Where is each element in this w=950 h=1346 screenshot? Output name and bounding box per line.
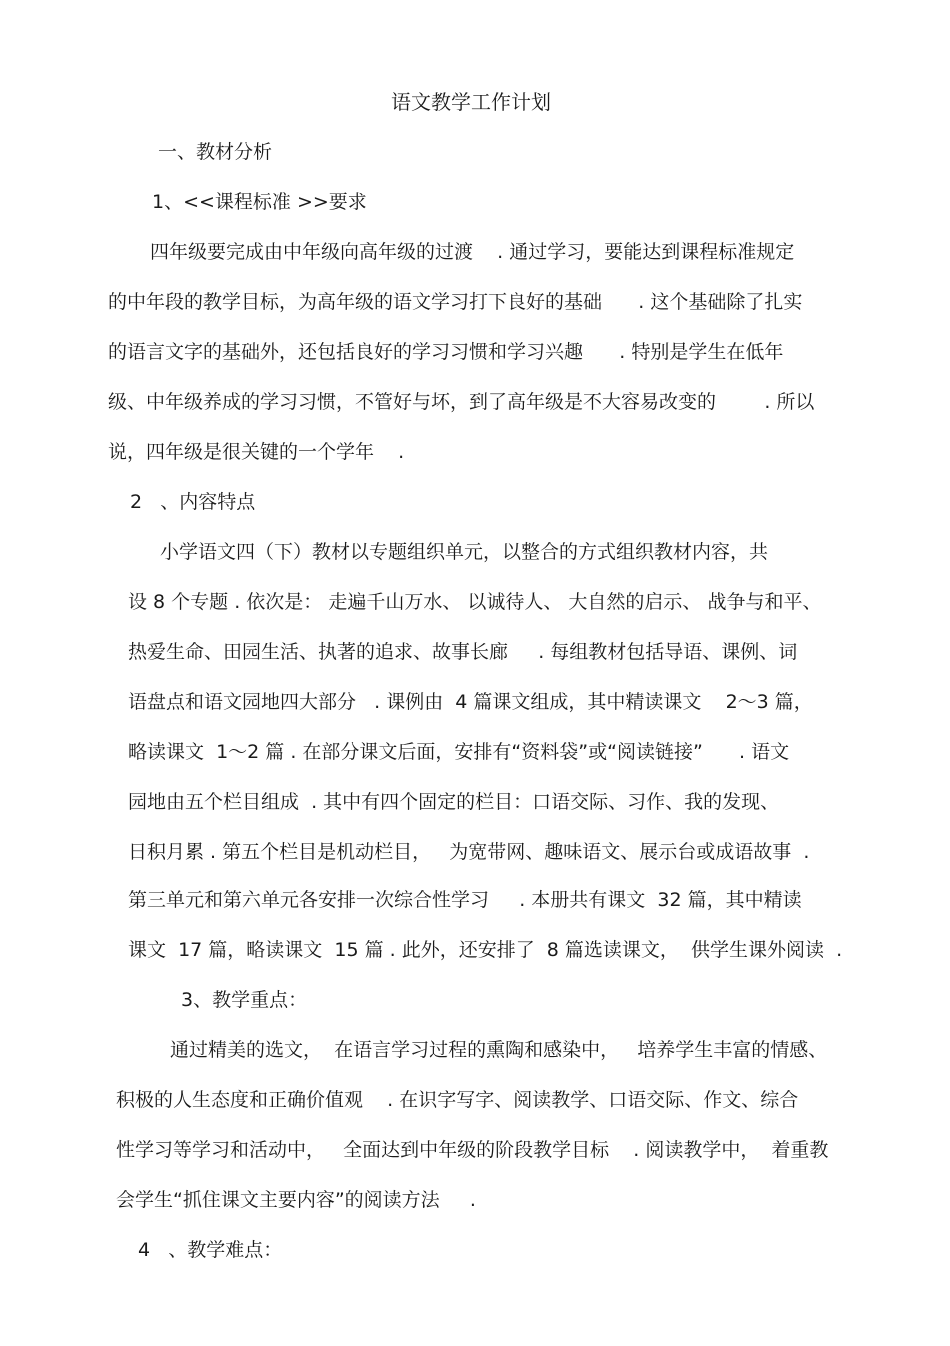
paragraph-line: 略读课文 1～2 篇 . 在部分课文后面，安排有“资料袋”或“阅读链接” . 语文 (128, 741, 790, 763)
subheading-teaching-focus: 3、教学重点： (181, 989, 308, 1011)
subheading-teaching-difficulty: 4 、教学难点： (138, 1239, 283, 1261)
paragraph-line: 的中年段的教学目标，为高年级的语文学习打下良好的基础 . 这个基础除了扎实 (108, 291, 803, 313)
subheading-content-features: 2 、内容特点 (130, 491, 256, 513)
paragraph-line: 园地由五个栏目组成 . 其中有四个固定的栏目：口语交际、习作、我的发现、 (128, 791, 780, 813)
paragraph-line: 热爱生命、田园生活、执著的追求、故事长廊 . 每组教材包括导语、课例、词 (128, 641, 798, 663)
section-heading-textbook-analysis: 一、教材分析 (158, 141, 273, 163)
paragraph-line: 性学习等学习和活动中， 全面达到中年级的阶段教学目标 . 阅读教学中， 着重教 (116, 1139, 829, 1161)
paragraph-line: 会学生“抓住课文主要内容”的阅读方法 . (116, 1189, 476, 1211)
paragraph-line: 的语言文字的基础外，还包括良好的学习习惯和学习兴趣 . 特别是学生在低年 (108, 341, 784, 363)
paragraph-line: 小学语文四（下）教材以专题组织单元，以整合的方式组织教材内容，共 (160, 541, 769, 563)
paragraph-line: 课文 17 篇，略读课文 15 篇 . 此外，还安排了 8 篇选读课文， 供学生课外阅读 . (128, 939, 843, 961)
paragraph-line: 语盘点和语文园地四大部分 . 课例由 4 篇课文组成，其中精读课文 2～3 篇， (128, 691, 813, 713)
paragraph-line: 级、中年级养成的学习习惯，不管好与坏，到了高年级是不大容易改变的 . 所以 (108, 391, 815, 413)
paragraph-line: 第三单元和第六单元各安排一次综合性学习 . 本册共有课文 32 篇，其中精读 (128, 889, 802, 911)
paragraph-line: 设 8 个专题 . 依次是： 走遍千山万水、 以诚待人、 大自然的启示、 战争与和平、 (128, 591, 822, 613)
paragraph-line: 通过精美的选文， 在语言学习过程的熏陶和感染中， 培养学生丰富的情感、 (170, 1039, 828, 1061)
document-title: 语文教学工作计划 (391, 90, 551, 114)
paragraph-line: 日积月累 . 第五个栏目是机动栏目， 为宽带网、趣味语文、展示台或成语故事 . (128, 841, 810, 863)
paragraph-line: 积极的人生态度和正确价值观 . 在识字写字、阅读教学、口语交际、作文、综合 (116, 1089, 799, 1111)
paragraph-line: 四年级要完成由中年级向高年级的过渡 . 通过学习，要能达到课程标准规定 (150, 241, 795, 263)
paragraph-line: 说，四年级是很关键的一个学年 . (108, 441, 405, 463)
subheading-curriculum-standards: 1、<<课程标准 >>要求 (152, 191, 367, 213)
